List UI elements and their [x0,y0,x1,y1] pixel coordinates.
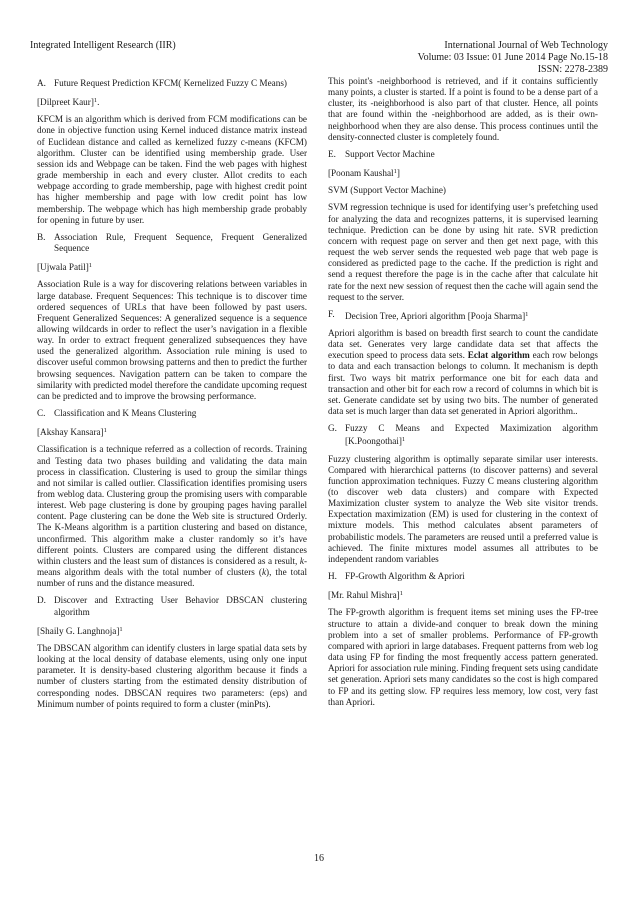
section-number: F. [328,308,335,319]
section-d-body: The DBSCAN algorithm can identify clusters in large spatial data sets by looking at the local density of database elements, using only one input parameter. It is density-based clustering algorithm because it finds a number of clusters starting from the estimated density distribution of corresponding nodes. DBSCAN requires two parameters: (eps) and Minimum number of points required to form a cluster (minPts). [37,642,307,709]
section-number: A. [37,78,46,88]
section-e-heading [328,149,598,160]
section-a-author: [Dilpreet Kaur]$^1$. [37,97,100,108]
section-title: Classification and K Means Clustering [54,408,197,419]
section-number: D. [37,595,46,606]
section-b-heading [37,232,307,254]
section-b-body: Association Rule is a way for discovering relations between variables in large database. Frequent Sequences: This technique is to discover time ordered sequences of URLs that have been followed by past users. Frequent Generalized Sequences: A generalized sequence is a sequence allowing wildcards in order to reflect the user’s navigation in a flexible way. In order to extract frequent generalized subsequences they have used the generalized algorithm. Association rule mining is used to discover useful common browsing patterns and then to predict the further browsing sequences. Navigation pattern can be taken to compare the similarity with predicted model therefore the candidate upcoming request can be predicted and to improve the browsing performance. [37,279,307,401]
section-title: FP-Growth Algorithm & Apriori [345,571,465,582]
section-f-body: Apriori algorithm is based on breadth first search to count the candidate data set. Generates very large candidate data set that affects the execution speed to process data sets. Eclat algorithm each row belongs to data and each transaction belongs to column. It mechanism is depth first. Two ways bit matrix performance one bit for each data and transaction and other bit for each row a record of columns in which bit is set. Generate candidate set by using two bits. The number of generated data set is much larger than data set generated in Apriori algorithm.. [328,327,599,417]
section-c-author: [Akshay Kansara]$^1$ [37,427,107,438]
journal-name: International Journal of Web Technology [444,40,608,51]
section-number: H. [328,571,337,582]
left-column [37,78,307,716]
section-h-heading [328,571,598,582]
section-number: C. [37,408,46,419]
section-a-heading [37,78,307,89]
section-c-heading [37,408,307,419]
section-e-author: [Poonam Kaushal$^1$] [328,168,400,179]
section-e-body: SVM regression technique is used for identifying user’s prefetching used for analyzing the data and recognizes patterns, it is supervised learning technique. Prediction can be done by using hit rate. SVR prediction concern with request page on server and then get next page, with this request the web server sends the requested web page that web page is considered as predicted page to the cache. If the prediction is right and send a request therefore the page is in the cache after that calculate hit rate for the next new session of request then the cache will again send the request to the server. [328,202,598,302]
section-g-body: Fuzzy clustering algorithm is optimally separate similar user interests. Compared with hierarchical patterns (to discover patterns) and several function approximation techniques. Fuzzy C means clustering algorithm (to discover web data clusters) and compare with Expected Maximization cluster system to analyze the Web site visitor trends. Expectation maximization (EM) is used for clustering in the context of mixture models. This method calculates absent parameters of probabilistic models. The parameters are reused until a preferred value is achieved. The finite mixtures model assumes all attributes to be independent random variables [328,453,598,564]
volume-issue: Volume: 03 Issue: 01 June 2014 Page No.15-18 [417,52,608,63]
section-c-body: Classification is a technique referred as a collection of records. Training and Testing data two phases building and validating the data main process in classification. Clustering is used to group the similar things and not similar is called outlier. Classification identifies promising users from weblog data. Clustering group the promising users with comparable interest. Web page clustering is done by grouping pages having parallel content. Page clustering can be done the Web site is structured Orderly. The K-Means algorithm is a partition clustering and based on distance, unconfirmed. This algorithm make a cluster randomly so it’s have different points. Clusters are compared using the different distances within clusters and the least sum of distances is considered as a result, k-means algorithm deals with the total number of clusters (k), the total number of runs and the distance measured. [37,444,307,589]
section-h-body: The FP-growth algorithm is frequent items set mining uses the FP-tree structure to attain a divide-and conquer to break down the mining problem into a set of smaller problems. Performance of FP-growth compared with apriori in large databases. Frequent patterns from web log data using FP for finding the most frequently access pattern generated. Apriori for association rule mining. Finding frequent sets using candidate set generation. Apriori sets many candidates so the cost is high compared to FP and its getting slow. FP requires less memory, low cost, very fast than Apriori. [328,607,598,707]
section-number: E. [328,148,336,159]
section-a-body: KFCM is an algorithm which is derived from FCM modifications can be done in objective function using Kernel induced distance matrix instead of Euclidean distance and called as kernelized fuzzy c-means (KFCM) algorithm. Cluster can be identified using membership grade. User session ids and Webpage can be taken. Find the web pages with highest grade membership in each and every cluster. Allot credits to each webpage according to grade membership, page with highest credit point has higher membership and page with low credit point has low membership. The webpage which has high membership grade probably for opening in future by user. [37,114,307,225]
page-number: 16 [314,853,324,864]
section-title: Discover and Extracting User Behavior DBSCAN clustering algorithm [54,595,307,617]
section-d-author: [Shaily G. Langhnoja]$^1$ [37,625,123,636]
section-b-author: [Ujwala Patil]$^1$ [37,262,93,273]
right-column [328,76,598,714]
section-g-heading [328,423,598,447]
section-title: Decision Tree, Apriori algorithm [Pooja Sharma]$^1$ [345,310,529,321]
section-h-author: [Mr. Rahul Mishra]$^1$ [328,590,403,601]
journal-right-header [308,40,608,76]
section-number: G. [328,423,337,434]
section-d-continued: This point's -neighborhood is retrieved, and if it contains sufficiently many points, a cluster is started. If a point is found to be a dense part of a cluster, its -neighborhood is also part of that cluster. Hence, all points that are found within the -neighborhood are added, as is their own-neighborhood when they are also dense. This process continues until the density-connected cluster is completely found. [328,76,598,142]
section-title: Support Vector Machine [345,148,435,159]
section-title: Association Rule, Frequent Sequence, Frequent Generalized Sequence [54,231,307,254]
section-title: Future Request Prediction KFCM( Kernelized Fuzzy C Means) [54,78,287,88]
section-d-heading [37,595,307,617]
journal-left-header: Integrated Intelligent Research (IIR) [30,40,176,51]
section-f-heading [328,309,598,322]
section-title: Fuzzy C Means and Expected Maximization algorithm [K.Poongothai]$^1$ [345,423,598,447]
issn: ISSN: 2278-2389 [537,64,608,75]
section-e-subtitle: SVM (Support Vector Machine) [328,185,446,196]
section-number: B. [37,231,46,242]
